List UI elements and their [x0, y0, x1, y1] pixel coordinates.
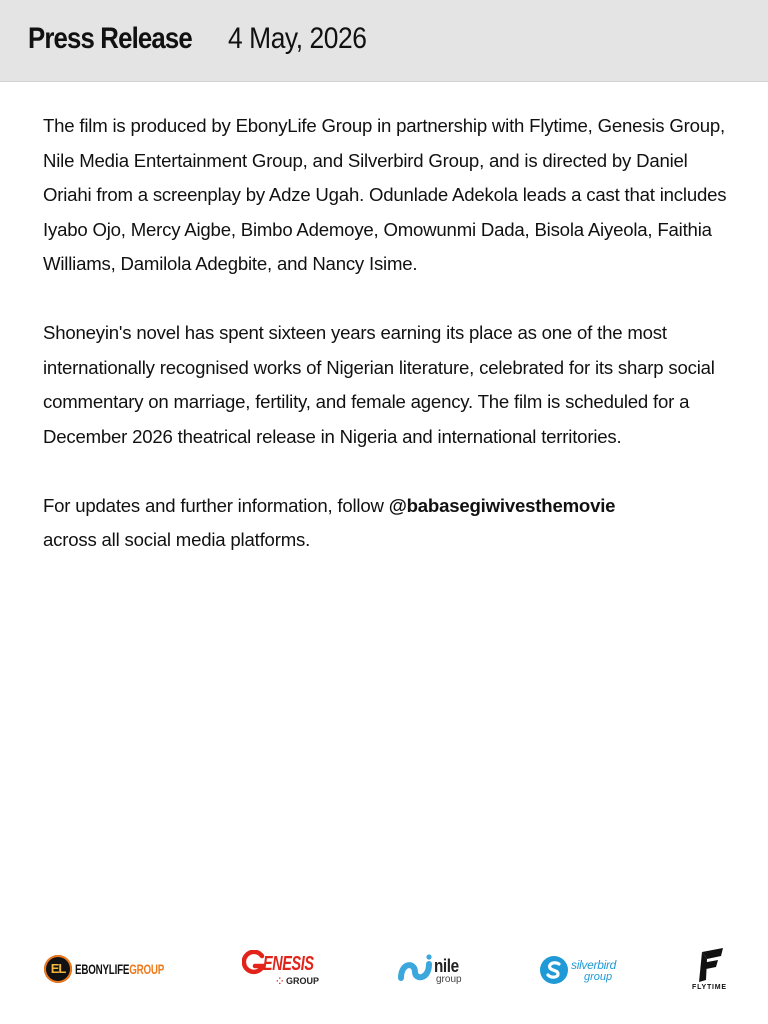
genesis-sub — [276, 976, 319, 987]
ebonylife-group-text: GROUP — [129, 961, 165, 977]
header-title: Press Release — [28, 22, 192, 55]
genesis-group-logo — [242, 950, 328, 990]
paragraph-1: The film is produced by EbonyLife Group in partnership with Flytime, Genesis Group, Nile Media Entertainment Group, and Silverbird Group, and is directed by Daniel Oriahi from a screenplay by Adze Ugah. Odunlade Adekola leads a cast that includes Iyabo Ojo, Mercy Aigbe, Bimbo Ademoye, Omowunmi Dada, Bisola Aiyeola, Faithia Williams, Damilola Adegbite, and Nancy Isime. — [43, 115, 727, 274]
nile-wordmark: nile — [434, 956, 459, 976]
genesis-wordmark: ENESIS — [263, 953, 314, 975]
silverbird-wordmark: silverbird — [571, 958, 617, 972]
partner-logos — [0, 944, 768, 1004]
genesis-sub-text: GROUP — [286, 976, 320, 986]
ebonylife-wordmark — [75, 961, 164, 977]
press-release-body — [43, 109, 733, 592]
silverbird-group-logo — [540, 956, 630, 986]
silverbird-bird-icon — [540, 956, 568, 984]
press-release-header — [0, 0, 768, 82]
nile-sub: group — [436, 974, 462, 985]
paragraph-3 — [43, 489, 733, 558]
paragraph-2: Shoneyin's novel has spent sixteen years earning its place as one of the most internationally recognised works of Nigerian literature, celebrated for its sharp social commentary on marriage, fertility, and female agency. The film is scheduled for a December 2026 theatrical release in Nigeria and international territories. — [43, 322, 715, 447]
ebonylife-mark — [44, 955, 72, 983]
nile-group-logo — [398, 954, 472, 988]
flytime-logo — [690, 948, 734, 994]
paragraph-3-lead: For updates and further information, follow — [43, 494, 389, 516]
social-handle: @babasegiwivesthemovie — [388, 494, 616, 516]
flytime-wordmark: FLYTIME — [692, 984, 727, 991]
ebonylife-name: EBONYLIFE — [75, 961, 130, 977]
genesis-dots-icon: ⁘ — [276, 976, 287, 986]
paragraph-3-tail: across all social media platforms. — [43, 529, 311, 550]
ebonylife-mark-text: EL — [50, 961, 66, 976]
flytime-f-icon — [696, 948, 726, 982]
nile-wave-icon — [398, 954, 432, 986]
silverbird-sub: group — [584, 971, 613, 983]
ebonylife-group-logo — [44, 955, 174, 983]
header-date: 4 May, 2026 — [228, 22, 367, 55]
